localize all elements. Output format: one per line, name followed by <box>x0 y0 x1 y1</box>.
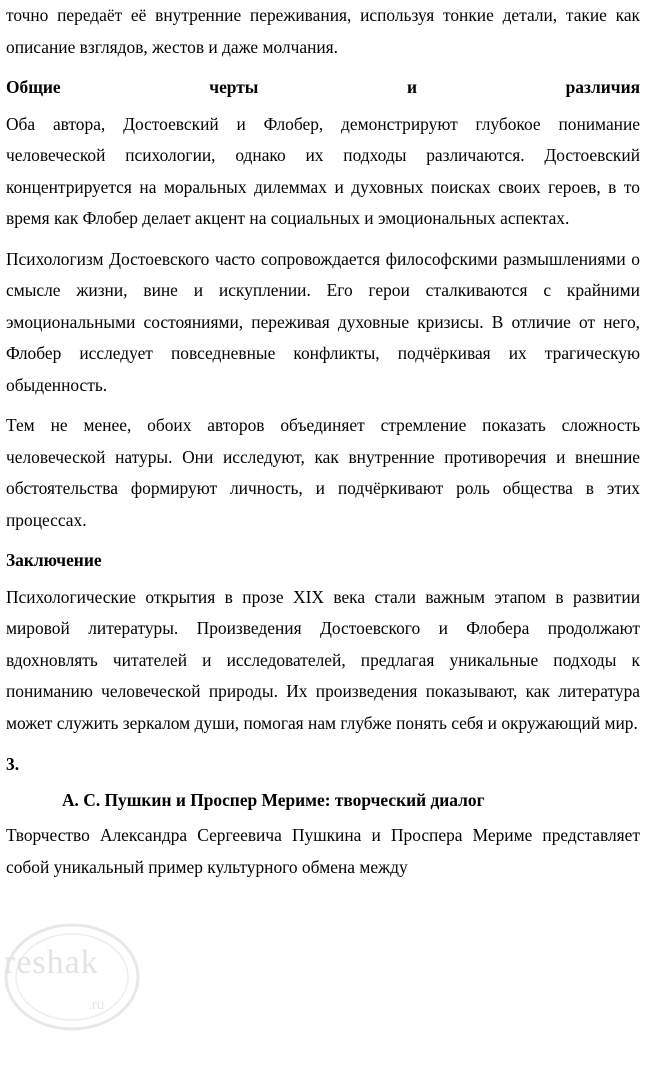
paragraph-intro-continuation: точно передаёт её внутренние переживания, используя тонкие детали, такие как описание взглядов, жестов и даже молчания. <box>6 5 640 57</box>
section-number: 3. <box>6 754 20 774</box>
paragraph-pushkin-merimee-body: Творчество Александра Сергеевича Пушкина и Проспера Мериме представляет собой уникальный пример культурного обмена между <box>6 825 640 877</box>
heading-conclusion: Заключение <box>6 550 102 570</box>
watermark-logo <box>0 905 210 1055</box>
watermark-suffix: .ru <box>88 997 105 1013</box>
paragraph-both-authors: Оба автора, Достоевский и Флобер, демонстрируют глубокое понимание человеческой психологии, однако их подходы различаются. Достоевский концентрируется на моральных дилеммах и духовных поисках своих героев, в то время как Флобер делает акцент на социальных и эмоциональных аспектах. <box>6 113 640 228</box>
paragraph-psychologism: Психологизм Достоевского часто сопровождается философскими размышлениями о смысле жизни, вине и искуплении. Его герои сталкиваются с крайними эмоциональными состояниями, переживая духовные кризисы. В отличие от него, Флобер исследует повседневные конфликты, подчёркивая их трагическую обыденность. <box>6 248 640 395</box>
paragraph-nevertheless: Тем не менее, обоих авторов объединяет стремление показать сложность человеческой натуры. Они исследуют, как внутренние противоречия и внешние обстоятельства формируют личность, и подчёркивают роль общества в этих процессах. <box>6 415 640 530</box>
heading-common-features: Общие черты и различия <box>6 77 640 97</box>
watermark-text: reshak <box>4 944 99 981</box>
paragraph-conclusion-body: Психологические открытия в прозе XIX века стали важным этапом в развитии мировой литературы. Произведения Достоевского и Флобера продолжают вдохновлять читателей и исследователей, предлагая уникальные подходы к пониманию человеческой природы. Их произведения показывают, как литература может служить зеркалом души, помогая нам глубже понять себя и окружающий мир. <box>6 586 640 733</box>
section-title-pushkin-merimee: А. С. Пушкин и Проспер Мериме: творческий диалог <box>62 789 485 810</box>
